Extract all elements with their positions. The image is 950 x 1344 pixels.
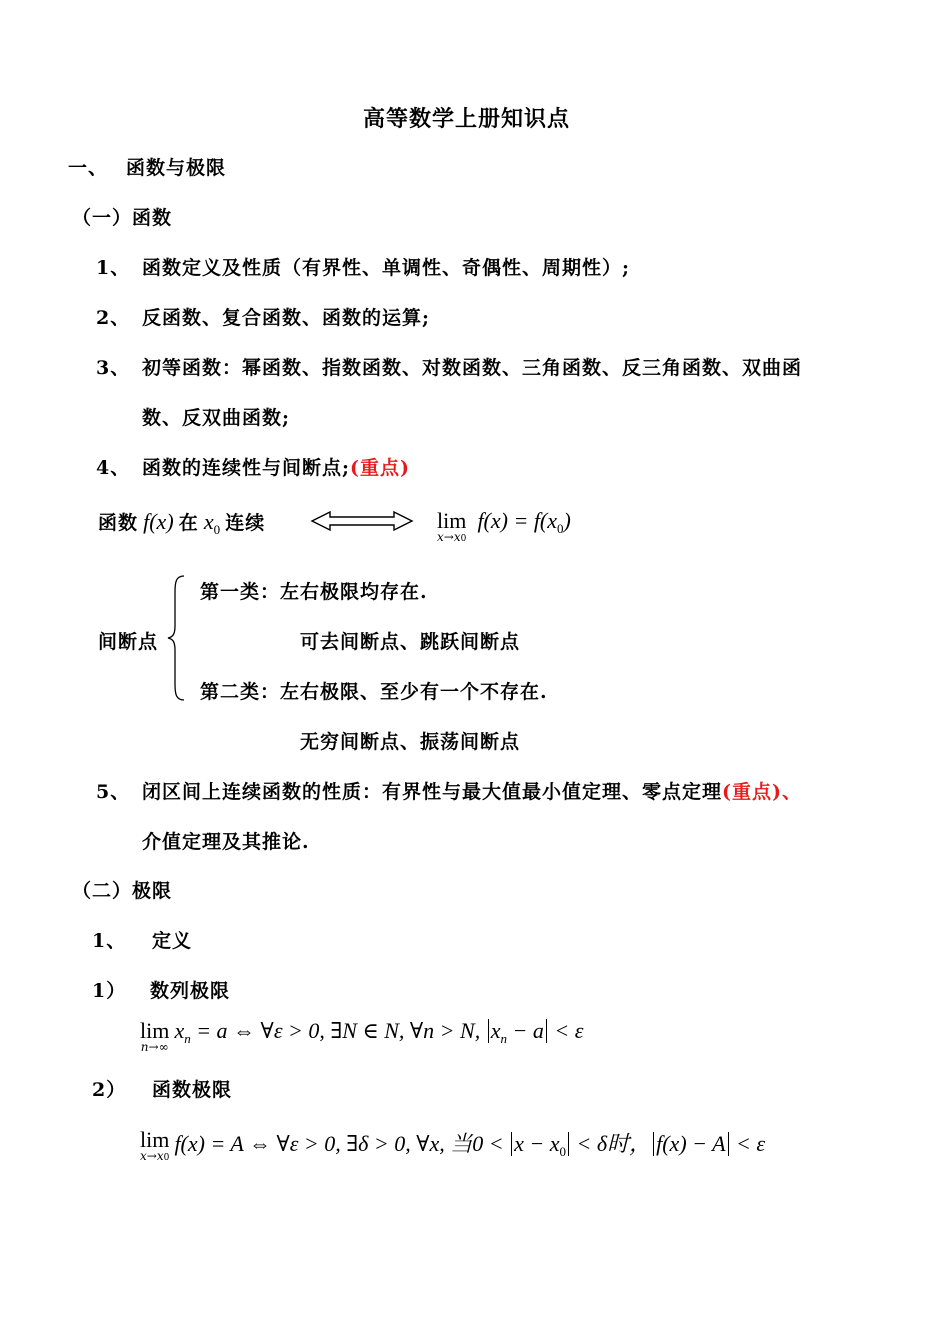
continuity-statement — [98, 508, 265, 538]
continuity-rhs: $f(x) = f(x_0)$ — [477, 508, 571, 536]
item-2-text: 反函数、复合函数、函数的运算; — [142, 307, 431, 329]
func-lim-subscript: x→x0 — [140, 1149, 170, 1163]
continuity-x0: $x_0$ — [203, 509, 221, 537]
seq-formula-body: $x_n = a$ ⇔ ∀ε > 0, ∃N ∈ N, ∀n > N, $x_n - a < \varepsilon$ — [174, 1018, 584, 1046]
item-5-highlight: (重点)、 — [722, 781, 802, 803]
discontinuity-first-kind: 第一类：左右极限均存在. — [200, 581, 428, 603]
subsection-2-title: （二）极限 — [72, 880, 173, 902]
item-5-text-main: 闭区间上连续函数的性质：有界性与最大值最小值定理、零点定理 — [142, 781, 723, 803]
func-formula-body: f(x) = A ⇔ ∀ε > 0, ∃δ > 0, ∀x, 当$0 < x - x_0 < \delta$时， f(x) − A < ε — [174, 1131, 766, 1159]
item-2-number: 2、 — [96, 307, 131, 329]
continuity-lim-word: lim — [437, 508, 467, 533]
item-3-text-line1: 初等函数：幂函数、指数函数、对数函数、三角函数、反三角函数、双曲函 — [142, 357, 803, 379]
limit-item-2-number: 1） — [92, 980, 127, 1002]
limit-item-1-number: 1、 — [92, 930, 127, 952]
continuity-limit — [437, 508, 571, 544]
item-1-number: 1、 — [96, 257, 131, 279]
section-1-number: 一、 — [68, 157, 109, 179]
item-4-number: 4、 — [96, 457, 131, 479]
item-3-text-line2: 数、反双曲函数; — [142, 407, 291, 429]
continuity-prefix: 函数 — [98, 512, 139, 534]
seq-lim-subscript: n→∞ — [140, 1040, 169, 1054]
continuity-lim-subscript: x→x0 — [437, 530, 467, 544]
continuity-fx: f(x) — [143, 509, 174, 534]
item-4-text — [142, 453, 410, 480]
item-1-text: 函数定义及性质（有界性、单调性、奇偶性、周期性）; — [142, 257, 631, 279]
limit-item-3-number: 2） — [92, 1079, 127, 1101]
item-4-highlight: (重点) — [350, 457, 410, 479]
subsection-1-title: （一）函数 — [72, 207, 173, 229]
discontinuity-second-kind: 第二类：左右极限、至少有一个不存在. — [200, 681, 548, 703]
item-4-text-main: 函数的连续性与间断点; — [142, 457, 351, 479]
continuity-mid: 在 — [178, 512, 199, 534]
func-lim-word: lim — [140, 1127, 170, 1152]
continuity-suffix: 连续 — [225, 512, 266, 534]
discontinuity-label: 间断点 — [98, 631, 159, 653]
discontinuity-first-detail: 可去间断点、跳跃间断点 — [300, 631, 521, 653]
item-5-number: 5、 — [96, 781, 131, 803]
limit-item-2-text: 数列极限 — [150, 980, 231, 1002]
function-limit-formula — [140, 1127, 765, 1163]
discontinuity-second-detail: 无穷间断点、振荡间断点 — [300, 731, 521, 753]
item-5-text-line2: 介值定理及其推论. — [142, 831, 310, 853]
item-3-number: 3、 — [96, 357, 131, 379]
sequence-limit-formula — [140, 1018, 583, 1054]
brace-icon — [166, 574, 186, 702]
limit-item-3-text: 函数极限 — [152, 1079, 233, 1101]
item-5-text-line1 — [142, 777, 802, 804]
page-title: 高等数学上册知识点 — [363, 106, 571, 132]
seq-lim-word: lim — [140, 1018, 170, 1043]
double-arrow-icon — [310, 510, 414, 532]
limit-item-1-text: 定义 — [152, 930, 193, 952]
section-1-title: 函数与极限 — [126, 157, 227, 179]
